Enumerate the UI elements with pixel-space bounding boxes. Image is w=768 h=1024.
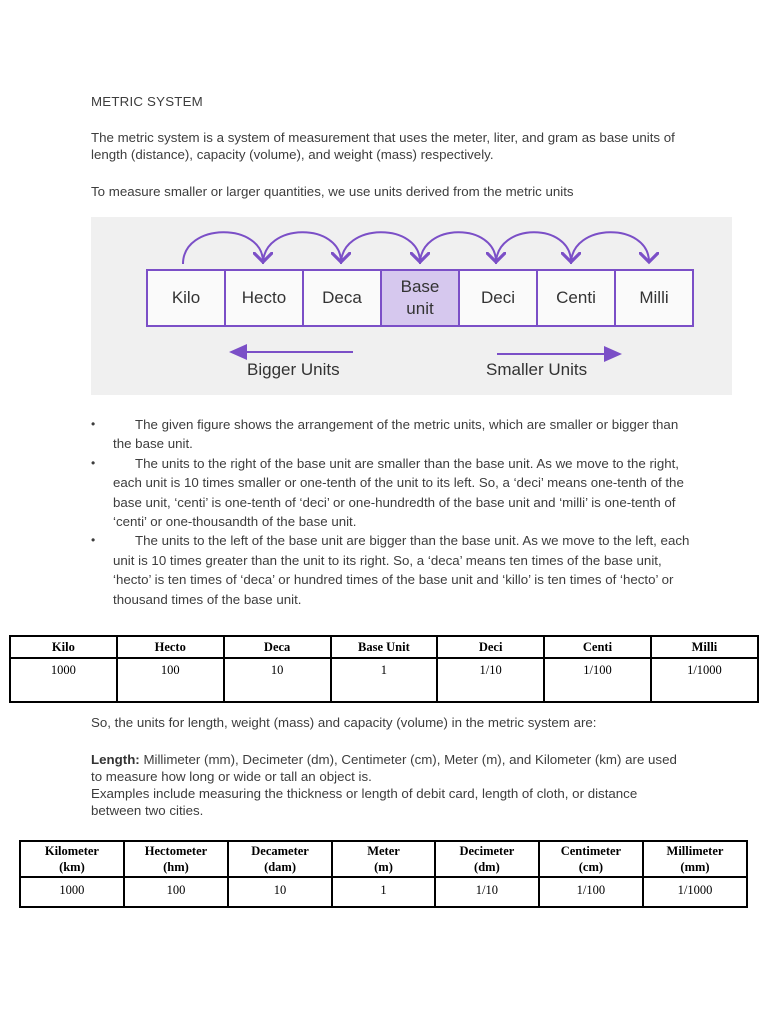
table-cell: 100 bbox=[124, 877, 228, 907]
list-item bbox=[91, 454, 691, 532]
unit-cell-base-label: Base unit bbox=[400, 277, 440, 318]
intro-paragraph-2: To measure smaller or larger quantities, we use units derived from the metric units bbox=[91, 184, 574, 199]
length-label: Length: bbox=[91, 752, 140, 767]
bullet-text-2: The units to the right of the base unit are smaller than the base unit. As we move to the right, each unit is 10 times smaller or one-tenth of the unit to its left. So, a ‘deci’ means one-tenth of the base unit, ‘centi’ is one-tenth of ‘deci’ or one-hundredth of the base unit and ‘milli’ is one-tenth of ‘centi’ or one-thousandth of the base unit. bbox=[113, 455, 684, 530]
header-abbr: (cm) bbox=[578, 860, 604, 874]
table-cell: 1/10 bbox=[435, 877, 539, 907]
header-name: Kilometer bbox=[44, 844, 99, 858]
bullet-text-1: The given figure shows the arrangement of the metric units, which are smaller or bigger than the base unit. bbox=[113, 417, 679, 452]
unit-cell-milli: Milli bbox=[614, 269, 694, 327]
table-cell: 1/1000 bbox=[643, 877, 747, 907]
list-item bbox=[91, 415, 691, 454]
unit-cell-kilo: Kilo bbox=[146, 269, 226, 327]
header-name: Centimeter bbox=[560, 844, 622, 858]
table-header: Centi bbox=[544, 636, 651, 658]
unit-cells bbox=[146, 269, 694, 325]
table-header: Deci bbox=[437, 636, 544, 658]
bigger-arrow-head bbox=[229, 344, 247, 360]
table-header bbox=[332, 841, 435, 877]
unit-cell-deca: Deca bbox=[302, 269, 382, 327]
hop-arrow-4 bbox=[420, 232, 496, 264]
table-cell: 1/1000 bbox=[651, 658, 758, 702]
header-name: Hectometer bbox=[144, 844, 208, 858]
table-cell: 1 bbox=[332, 877, 435, 907]
table-cell: 1/10 bbox=[437, 658, 544, 702]
smaller-arrow-head bbox=[604, 346, 622, 362]
table-header: Deca bbox=[224, 636, 331, 658]
hop-arrow-2 bbox=[263, 232, 341, 264]
table-header bbox=[539, 841, 643, 877]
header-name: Meter bbox=[367, 844, 400, 858]
unit-cell-base bbox=[380, 269, 460, 327]
metric-units-diagram bbox=[91, 217, 732, 395]
unit-cell-centi: Centi bbox=[536, 269, 616, 327]
bullet-text-3: The units to the left of the base unit are bigger than the base unit. As we move to the left, each unit is 10 times greater than the unit to its right. So, a ‘deca’ means ten times of the base unit, ‘hecto’ is ten times of ‘deca’ or hundred times of the base unit and ‘killo’ is ten times of ‘hecto’ or thousand times of the base unit. bbox=[113, 533, 690, 607]
table-header bbox=[435, 841, 539, 877]
table-cell: 1000 bbox=[10, 658, 117, 702]
hop-arrow-5 bbox=[496, 232, 571, 264]
hop-arrow-3 bbox=[341, 232, 420, 264]
table-cell: 100 bbox=[117, 658, 224, 702]
table-header bbox=[124, 841, 228, 877]
length-text: Millimeter (mm), Decimeter (dm), Centimeter (cm), Meter (m), and Kilometer (km) are used to measure how long or wide or tall an object is. bbox=[91, 752, 677, 784]
intro-paragraph: The metric system is a system of measurement that uses the meter, liter, and gram as base units of length (distance), capacity (volume), and weight (mass) respectively. bbox=[91, 130, 675, 162]
bullet-icon: • bbox=[91, 455, 96, 470]
header-abbr: (hm) bbox=[163, 860, 189, 874]
hop-arrow-6 bbox=[571, 232, 649, 264]
table-cell: 1 bbox=[331, 658, 438, 702]
table-header bbox=[643, 841, 747, 877]
page-title: METRIC SYSTEM bbox=[91, 94, 203, 109]
table-header: Hecto bbox=[117, 636, 224, 658]
bullet-icon: • bbox=[91, 417, 96, 431]
header-abbr: (dam) bbox=[264, 860, 297, 874]
table-header-row bbox=[10, 636, 758, 658]
list-item bbox=[91, 531, 691, 609]
hop-arrow-1 bbox=[183, 232, 263, 264]
table-row bbox=[20, 877, 747, 907]
bigger-units-label: Bigger Units bbox=[247, 360, 340, 379]
table-header: Kilo bbox=[10, 636, 117, 658]
table-cell: 10 bbox=[228, 877, 332, 907]
header-abbr: (km) bbox=[59, 860, 85, 874]
table-cell: 1/100 bbox=[544, 658, 651, 702]
header-abbr: (m) bbox=[374, 860, 393, 874]
table-header-row bbox=[20, 841, 747, 877]
unit-cell-deci: Deci bbox=[458, 269, 538, 327]
length-examples: Examples include measuring the thickness or length of debit card, length of cloth, or distance between two cities. bbox=[91, 786, 638, 818]
header-abbr: (dm) bbox=[474, 860, 500, 874]
bullet-icon: • bbox=[91, 533, 96, 548]
header-name: Millimeter bbox=[666, 844, 724, 858]
length-units-table bbox=[19, 840, 748, 908]
header-abbr: (mm) bbox=[680, 860, 710, 874]
table-header: Base Unit bbox=[331, 636, 438, 658]
table-header bbox=[20, 841, 124, 877]
bullet-list bbox=[91, 415, 691, 609]
metric-prefix-table bbox=[9, 635, 759, 703]
unit-cell-hecto: Hecto bbox=[224, 269, 304, 327]
table-cell: 1/100 bbox=[539, 877, 643, 907]
table-cell: 10 bbox=[224, 658, 331, 702]
length-paragraph bbox=[91, 751, 691, 819]
header-name: Decimeter bbox=[459, 844, 515, 858]
table-row bbox=[10, 658, 758, 702]
table-header bbox=[228, 841, 332, 877]
table-cell: 1000 bbox=[20, 877, 124, 907]
smaller-units-label: Smaller Units bbox=[486, 360, 588, 379]
table-header: Milli bbox=[651, 636, 758, 658]
units-intro: So, the units for length, weight (mass) and capacity (volume) in the metric system are: bbox=[91, 715, 597, 730]
header-name: Decameter bbox=[251, 844, 309, 858]
